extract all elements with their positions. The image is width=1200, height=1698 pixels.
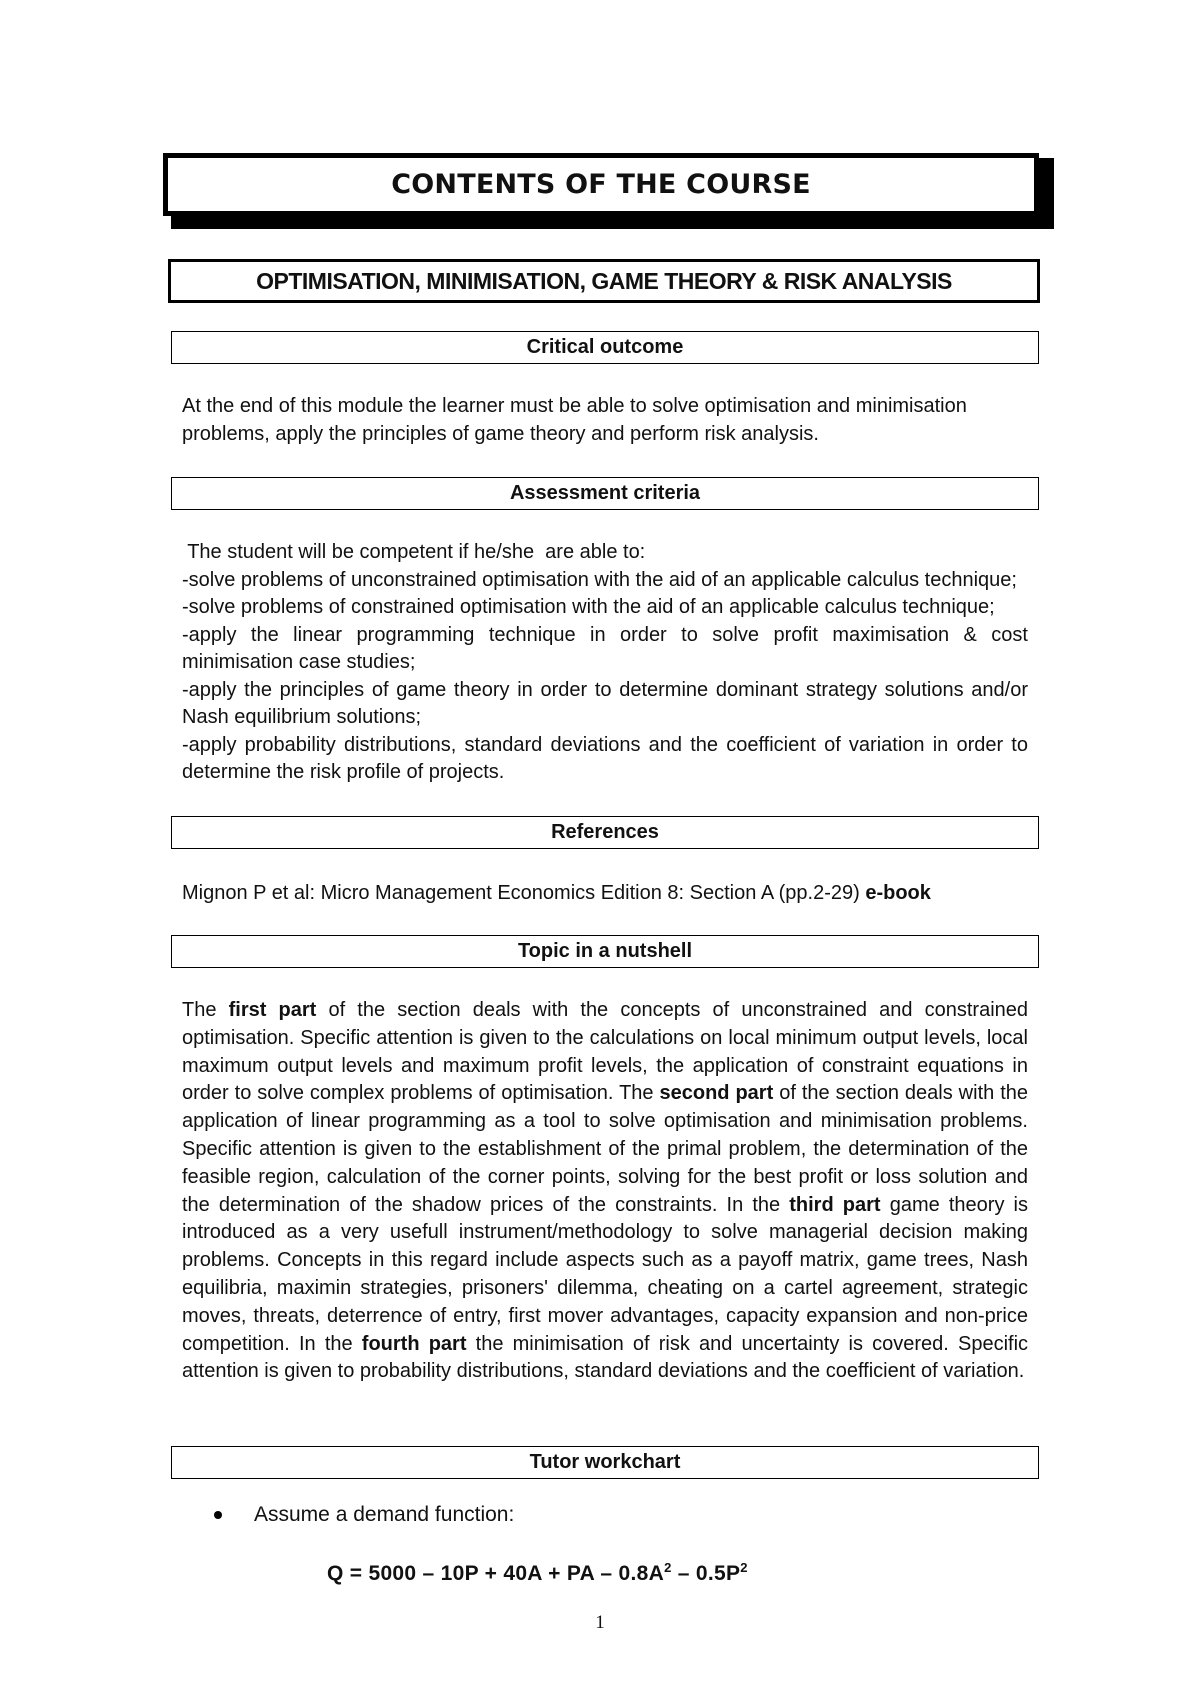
equation-part: Q = 5000 – 10P + 40A + PA – 0.8A — [327, 1562, 665, 1585]
criterion-item: -apply the linear programming technique in order to solve profit maximisation & cost minimisation case studies; — [182, 623, 1028, 673]
equation-superscript: 2 — [664, 1560, 672, 1575]
topic-emphasis: third part — [789, 1193, 881, 1216]
topic-text — [182, 997, 1028, 1386]
topic-text-segment: the minimisation of risk and uncertainty is covered. Specific attention is given to probability distributions, standard deviations and the coefficient of variation. — [182, 1332, 1029, 1383]
topic-heading: Topic in a nutshell — [171, 935, 1039, 968]
assessment-criteria-heading: Assessment criteria — [171, 477, 1039, 510]
topic-text-segment: The — [182, 999, 229, 1021]
equation-superscript: 2 — [740, 1560, 748, 1575]
bullet-text: Assume a demand function: — [254, 1503, 515, 1526]
demand-equation — [327, 1560, 748, 1586]
page-number: 1 — [595, 1612, 605, 1633]
criterion-item: -apply probability distributions, standard deviations and the coefficient of variation in order to determine the risk profile of projects. — [182, 733, 1028, 783]
topic-emphasis: first part — [228, 999, 317, 1021]
critical-outcome-heading: Critical outcome — [171, 331, 1039, 364]
criterion-item: -solve problems of unconstrained optimisation with the aid of an applicable calculus technique; — [182, 568, 1017, 591]
criterion-item: -solve problems of constrained optimisation with the aid of an applicable calculus technique; — [182, 596, 995, 618]
bullet-icon — [214, 1511, 222, 1519]
page-title: CONTENTS OF THE COURSE — [163, 153, 1039, 216]
tutor-workchart-heading: Tutor workchart — [171, 1446, 1039, 1479]
assessment-criteria-list — [182, 539, 1028, 787]
criterion-item: -apply the principles of game theory in order to determine dominant strategy solutions and/or Nash equilibrium solutions; — [182, 678, 1028, 728]
reference-citation: Mignon P et al: Micro Management Economics Edition 8: Section A (pp.2-29) — [182, 882, 866, 904]
bullet-item — [214, 1503, 514, 1527]
topic-text-segment: of the section deals with the concepts of unconstrained and constrained optimisation. Specific attention is given to the calculations on local minimum output levels, local maximum output levels and maximum profit levels, the application of constraint equations in order to solve complex problems of optimisation. The — [182, 999, 1029, 1105]
topic-text-segment: game theory is introduced as a very usefull instrument/methodology to solve managerial decision making problems. Concepts in this regard include aspects such as a payoff matrix, game trees, Nash equilibria, maximin strategies, prisoners' dilemma, cheating on a cartel agreement, strategic moves, threats, deterrence of entry, first mover advantages, capacity expansion and non-price competition. In the — [182, 1193, 1028, 1355]
references-text — [182, 880, 1028, 908]
assessment-intro: The student will be competent if he/she are able to: — [182, 541, 646, 563]
references-heading: References — [171, 816, 1039, 849]
topic-emphasis: fourth part — [361, 1332, 467, 1355]
topic-emphasis: second part — [659, 1082, 774, 1105]
reference-format: e-book — [865, 882, 931, 904]
critical-outcome-text: At the end of this module the learner must be able to solve optimisation and minimisation problems, apply the principles of game theory and perform risk analysis. — [182, 395, 967, 445]
equation-part: – 0.5P — [671, 1562, 741, 1585]
topic-text-segment: of the section deals with the application of linear programming as a tool to solve optimisation and minimisation problems. Specific attention is given to the establishment of the primal problem, the determination of the feasible region, calculation of the corner points, solving for the best profit or loss solution and the determination of the shadow prices of the constraints. In the — [182, 1082, 1029, 1216]
module-subtitle: OPTIMISATION, MINIMISATION, GAME THEORY & RISK ANALYSIS — [168, 259, 1040, 303]
